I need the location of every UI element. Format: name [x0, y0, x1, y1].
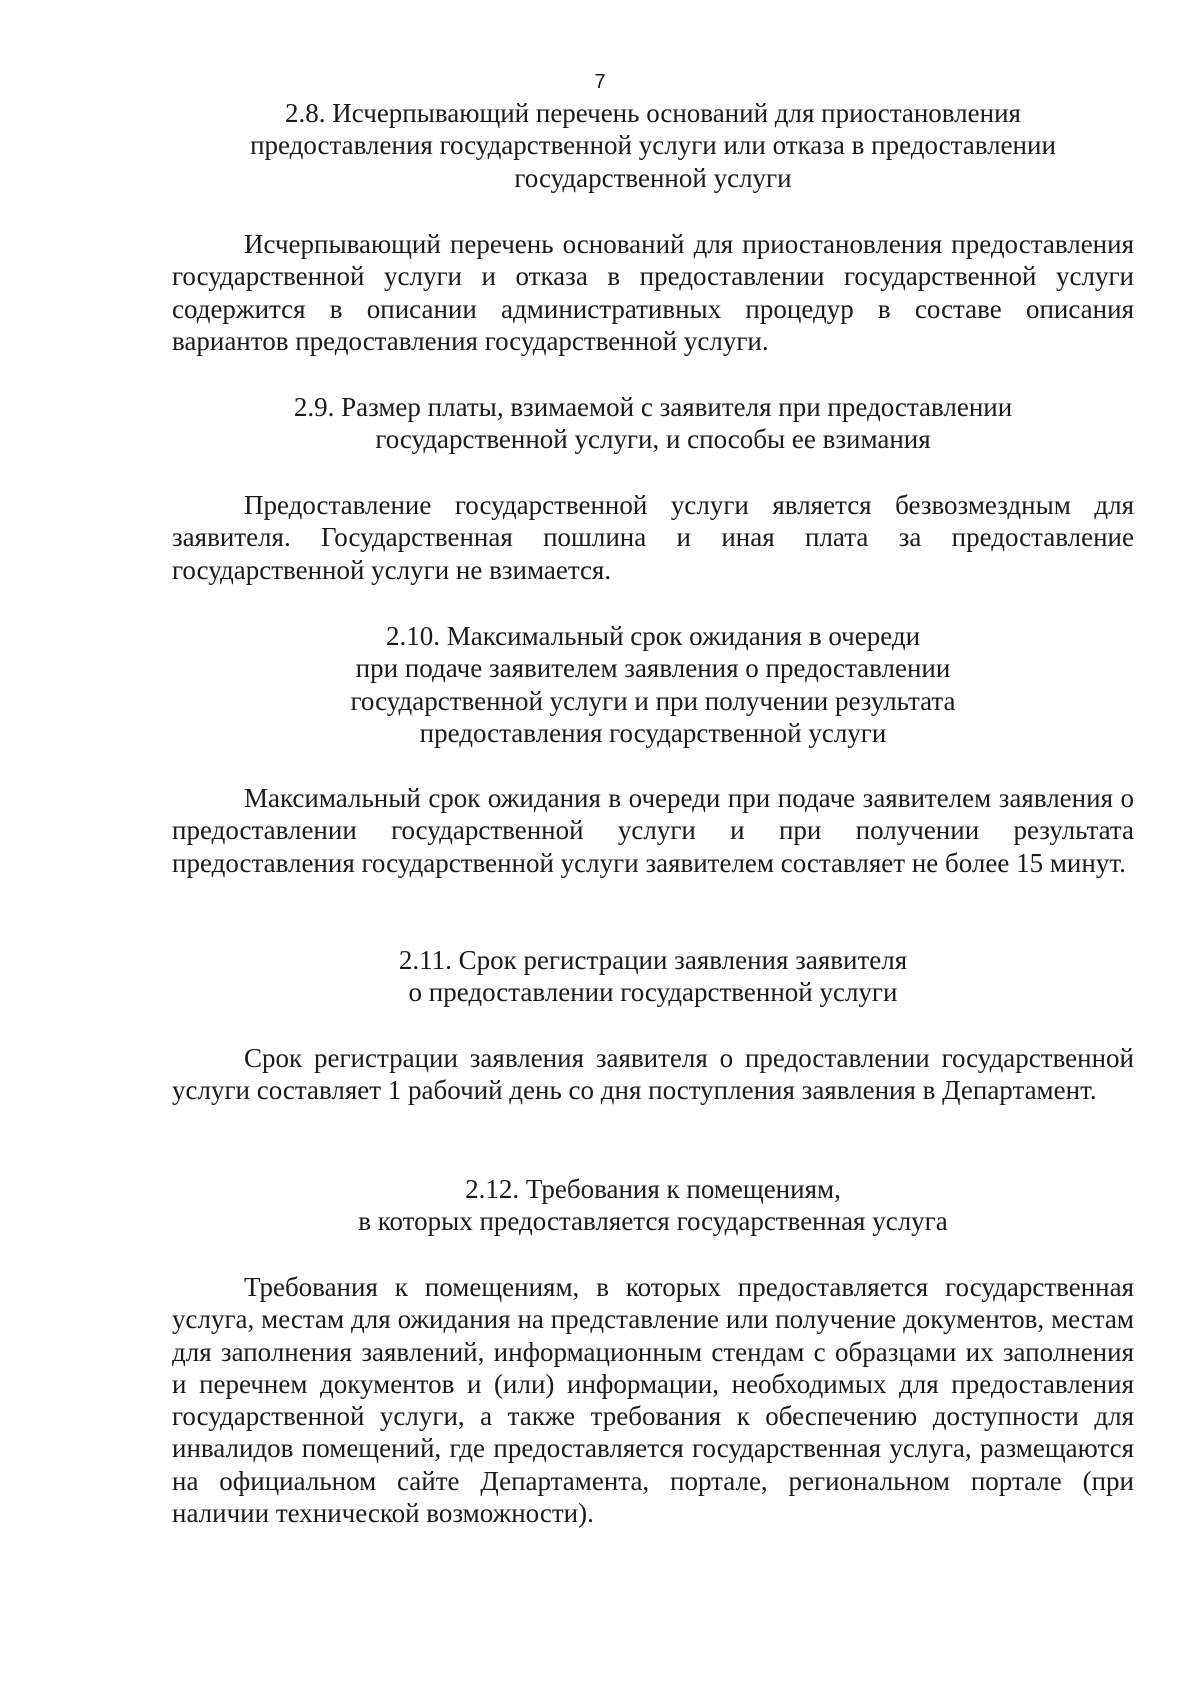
heading-line: государственной услуги и при получении результата — [350, 685, 956, 716]
section-heading-2-10 — [172, 620, 1134, 749]
section-heading-2-12 — [172, 1173, 1134, 1238]
section-heading-2-9 — [172, 391, 1134, 456]
heading-line: государственной услуги, и способы ее взимания — [375, 424, 931, 455]
section-body-2-12: Требования к помещениям, в которых предоставляется государственная услуга, местам для ожидания на представление или получение документов, местам для заполнения заявлений, информационным стендам с образцами их заполнения и перечнем документов и (или) информации, необходимых для предоставления государственной услуги, а также требования к обеспечению доступности для инвалидов помещений, где предоставляется государственная услуга, размещаются на официальном сайте Департамента, портале, региональном портале (при наличии технической возможности). — [172, 1272, 1134, 1529]
section-body-2-11: Срок регистрации заявления заявителя о предоставлении государственной услуги составляет 1 рабочий день со дня поступления заявления в Департамент. — [172, 1043, 1134, 1106]
section-heading-2-8 — [172, 97, 1134, 194]
section-heading-2-11 — [172, 944, 1134, 1009]
heading-line: предоставления государственной услуги — [419, 717, 887, 748]
heading-line: 2.11. Срок регистрации заявления заявителя — [398, 945, 908, 975]
heading-line: предоставления государственной услуги или отказа в предоставлении — [250, 130, 1056, 161]
section-body-2-10: Максимальный срок ожидания в очереди при подаче заявителем заявления о предоставлении государственной услуги и при получении результата предоставления государственной услуги заявителем составляет не более 15 минут. — [172, 783, 1134, 878]
heading-line: 2.9. Размер платы, взимаемой с заявителя при предоставлении — [293, 392, 1013, 422]
heading-line: в которых предоставляется государственная услуга — [358, 1206, 948, 1237]
heading-line: 2.10. Максимальный срок ожидания в очереди — [385, 621, 921, 651]
section-body-2-8: Исчерпывающий перечень оснований для приостановления предоставления государственной услуги и отказа в предоставлении государственной услуги содержится в описании административных процедур в составе описания вариантов предоставления государственной услуги. — [172, 229, 1134, 356]
page-number: 7 — [594, 71, 606, 93]
heading-line: о предоставлении государственной услуги — [408, 977, 898, 1008]
heading-line: 2.8. Исчерпывающий перечень оснований для приостановления — [285, 98, 1021, 128]
heading-line: государственной услуги — [514, 162, 792, 193]
heading-line: при подаче заявителем заявления о предоставлении — [355, 653, 951, 684]
section-body-2-9: Предоставление государственной услуги является безвозмездным для заявителя. Государственная пошлина и иная плата за предоставление государственной услуги не взимается. — [172, 490, 1134, 585]
heading-line: 2.12. Требования к помещениям, — [465, 1174, 841, 1204]
